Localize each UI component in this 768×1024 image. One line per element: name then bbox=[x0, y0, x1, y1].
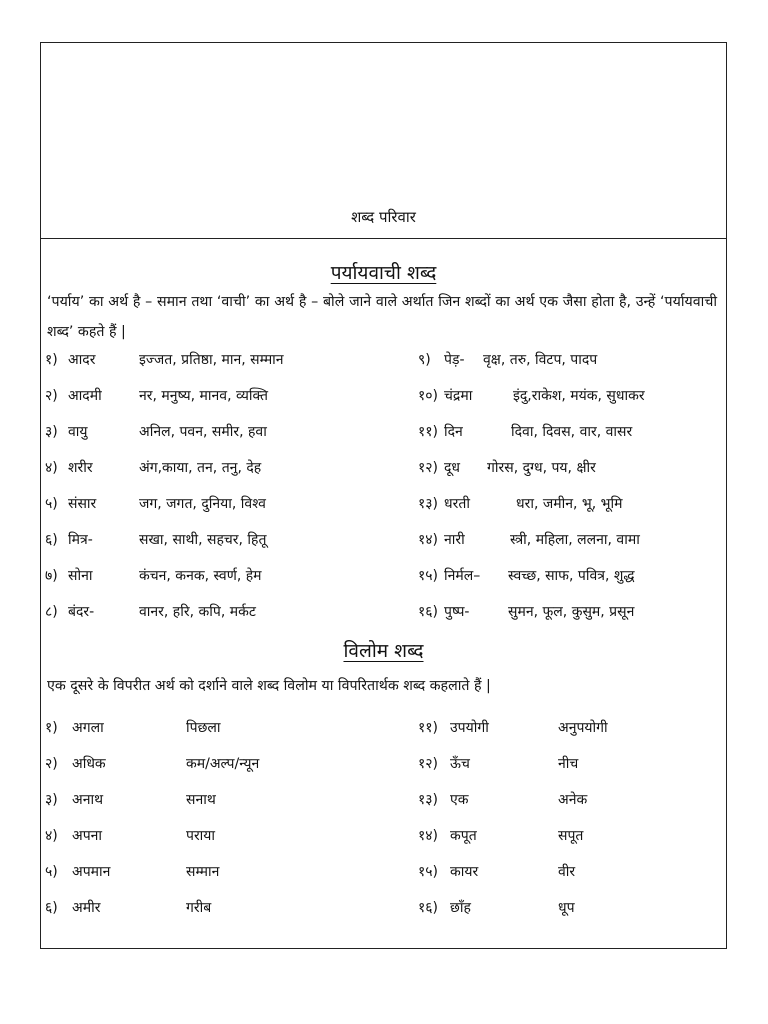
synonym-number: १३) bbox=[418, 496, 439, 512]
synonyms-heading: पर्यायवाची शब्द bbox=[330, 262, 437, 284]
synonym-list: सखा, साथी, सहचर, हितू bbox=[139, 532, 267, 548]
synonym-row bbox=[41, 422, 726, 446]
synonym-word: वायु bbox=[68, 424, 88, 440]
antonym-word: कपूत bbox=[450, 828, 477, 844]
synonym-list: इज्जत, प्रतिष्ठा, मान, सम्मान bbox=[139, 352, 284, 368]
synonym-word: दूध bbox=[444, 460, 461, 476]
synonyms-intro: ‘पर्याय’ का अर्थ है – समान तथा ‘वाची’ का अर्थ है – बोले जाने वाले अर्थात जिन शब्दों का अर्थ एक जैसा होता है, उन्हें ‘पर्यायवाची शब्द’ कहते हैं | bbox=[47, 294, 717, 340]
synonym-list: अनिल, पवन, समीर, हवा bbox=[139, 424, 267, 440]
antonym-number: १४) bbox=[418, 828, 439, 844]
synonym-number: ८) bbox=[45, 604, 58, 620]
antonym-opposite: पराया bbox=[186, 828, 216, 844]
antonym-opposite: सम्मान bbox=[186, 864, 220, 880]
antonym-word: अपना bbox=[72, 828, 103, 844]
synonym-row bbox=[41, 458, 726, 482]
synonym-row bbox=[41, 494, 726, 518]
antonym-opposite: नीच bbox=[558, 756, 579, 772]
synonym-list: स्वच्छ, साफ, पवित्र, शुद्ध bbox=[508, 568, 635, 584]
antonym-opposite: अनेक bbox=[558, 792, 588, 808]
synonym-number: ५) bbox=[45, 496, 58, 512]
antonym-word: अमीर bbox=[72, 900, 101, 916]
synonym-word: संसार bbox=[68, 496, 97, 512]
antonym-opposite: गरीब bbox=[186, 900, 212, 916]
antonym-number: १६) bbox=[418, 900, 439, 916]
antonym-number: १) bbox=[45, 720, 58, 736]
antonym-number: ६) bbox=[45, 900, 58, 916]
antonyms-heading: विलोम शब्द bbox=[343, 640, 424, 662]
synonym-list: इंदु,राकेश, मयंक, सुधाकर bbox=[513, 388, 645, 404]
synonym-number: ७) bbox=[45, 568, 58, 584]
antonym-word: उपयोगी bbox=[450, 720, 489, 736]
antonym-row bbox=[41, 790, 726, 814]
antonym-opposite: सनाथ bbox=[186, 792, 216, 808]
synonym-word: शरीर bbox=[68, 460, 93, 476]
synonym-word: पुष्प- bbox=[444, 604, 470, 620]
synonym-number: ४) bbox=[45, 460, 58, 476]
synonym-row bbox=[41, 602, 726, 626]
antonym-word: अपमान bbox=[72, 864, 111, 880]
antonym-word: अगला bbox=[72, 720, 104, 736]
antonym-row bbox=[41, 754, 726, 778]
synonym-word: निर्मल– bbox=[444, 568, 481, 584]
synonym-number: १२) bbox=[418, 460, 439, 476]
antonym-word: अनाथ bbox=[72, 792, 104, 808]
antonym-word: छाँह bbox=[450, 900, 471, 916]
antonym-number: १३) bbox=[418, 792, 439, 808]
synonym-list: नर, मनुष्य, मानव, व्यक्ति bbox=[139, 388, 268, 404]
document-frame bbox=[40, 42, 727, 949]
synonym-number: ११) bbox=[418, 424, 439, 440]
synonym-list: कंचन, कनक, स्वर्ण, हेम bbox=[139, 568, 262, 584]
synonym-word: दिन bbox=[444, 424, 463, 440]
antonym-opposite: सपूत bbox=[558, 828, 584, 844]
synonym-word: धरती bbox=[444, 496, 470, 512]
antonyms-intro: एक दूसरे के विपरीत अर्थ को दर्शाने वाले शब्द विलोम या विपरितार्थक शब्द कहलाते हैं | bbox=[47, 678, 491, 694]
antonym-row bbox=[41, 898, 726, 922]
synonym-number: १) bbox=[45, 352, 58, 368]
synonym-word: आदमी bbox=[68, 388, 102, 404]
synonym-word: बंदर- bbox=[68, 604, 95, 620]
synonym-number: २) bbox=[45, 388, 58, 404]
antonym-number: ४) bbox=[45, 828, 58, 844]
antonym-number: १२) bbox=[418, 756, 439, 772]
antonym-word: अधिक bbox=[72, 756, 106, 772]
synonym-list: जग, जगत, दुनिया, विश्व bbox=[139, 496, 266, 512]
antonym-number: ५) bbox=[45, 864, 58, 880]
synonym-list: अंग,काया, तन, तनु, देह bbox=[139, 460, 262, 476]
synonym-number: ९) bbox=[418, 352, 431, 368]
antonym-number: ११) bbox=[418, 720, 439, 736]
antonym-row bbox=[41, 826, 726, 850]
antonym-opposite: कम/अल्प/न्यून bbox=[186, 756, 260, 772]
antonym-number: २) bbox=[45, 756, 58, 772]
antonym-opposite: वीर bbox=[558, 864, 576, 880]
synonym-list: स्त्री, महिला, ललना, वामा bbox=[510, 532, 640, 548]
antonym-word: कायर bbox=[450, 864, 479, 880]
synonym-row bbox=[41, 386, 726, 410]
synonym-row bbox=[41, 530, 726, 554]
synonym-list: गोरस, दुग्ध, पय, क्षीर bbox=[487, 460, 596, 476]
antonym-number: १५) bbox=[418, 864, 439, 880]
antonym-opposite: पिछला bbox=[186, 720, 221, 736]
header-area bbox=[41, 43, 726, 239]
synonym-number: १०) bbox=[418, 388, 439, 404]
synonym-list: वृक्ष, तरु, विटप, पादप bbox=[483, 352, 598, 368]
synonym-row bbox=[41, 350, 726, 374]
synonym-list: वानर, हरि, कपि, मर्कट bbox=[139, 604, 256, 620]
synonym-number: १५) bbox=[418, 568, 439, 584]
synonym-word: पेड़- bbox=[444, 352, 465, 368]
synonym-word: नारी bbox=[444, 532, 465, 548]
page-title: शब्द परिवार bbox=[351, 208, 416, 226]
synonym-word: चंद्रमा bbox=[444, 388, 473, 404]
synonym-list: सुमन, फूल, कुसुम, प्रसून bbox=[508, 604, 635, 620]
antonym-row bbox=[41, 718, 726, 742]
synonym-word: मित्र- bbox=[68, 532, 93, 548]
antonym-word: एक bbox=[450, 792, 469, 808]
antonym-word: ऊँच bbox=[450, 756, 470, 772]
synonym-word: आदर bbox=[68, 352, 96, 368]
synonym-row bbox=[41, 566, 726, 590]
antonym-opposite: धूप bbox=[558, 900, 575, 916]
synonym-word: सोना bbox=[68, 568, 93, 584]
antonym-row bbox=[41, 862, 726, 886]
synonym-number: ६) bbox=[45, 532, 58, 548]
antonym-number: ३) bbox=[45, 792, 58, 808]
synonym-list: धरा, जमीन, भू, भूमि bbox=[516, 496, 623, 512]
synonym-number: ३) bbox=[45, 424, 58, 440]
synonym-list: दिवा, दिवस, वार, वासर bbox=[511, 424, 633, 440]
synonym-number: १६) bbox=[418, 604, 439, 620]
synonym-number: १४) bbox=[418, 532, 439, 548]
antonym-opposite: अनुपयोगी bbox=[558, 720, 608, 736]
